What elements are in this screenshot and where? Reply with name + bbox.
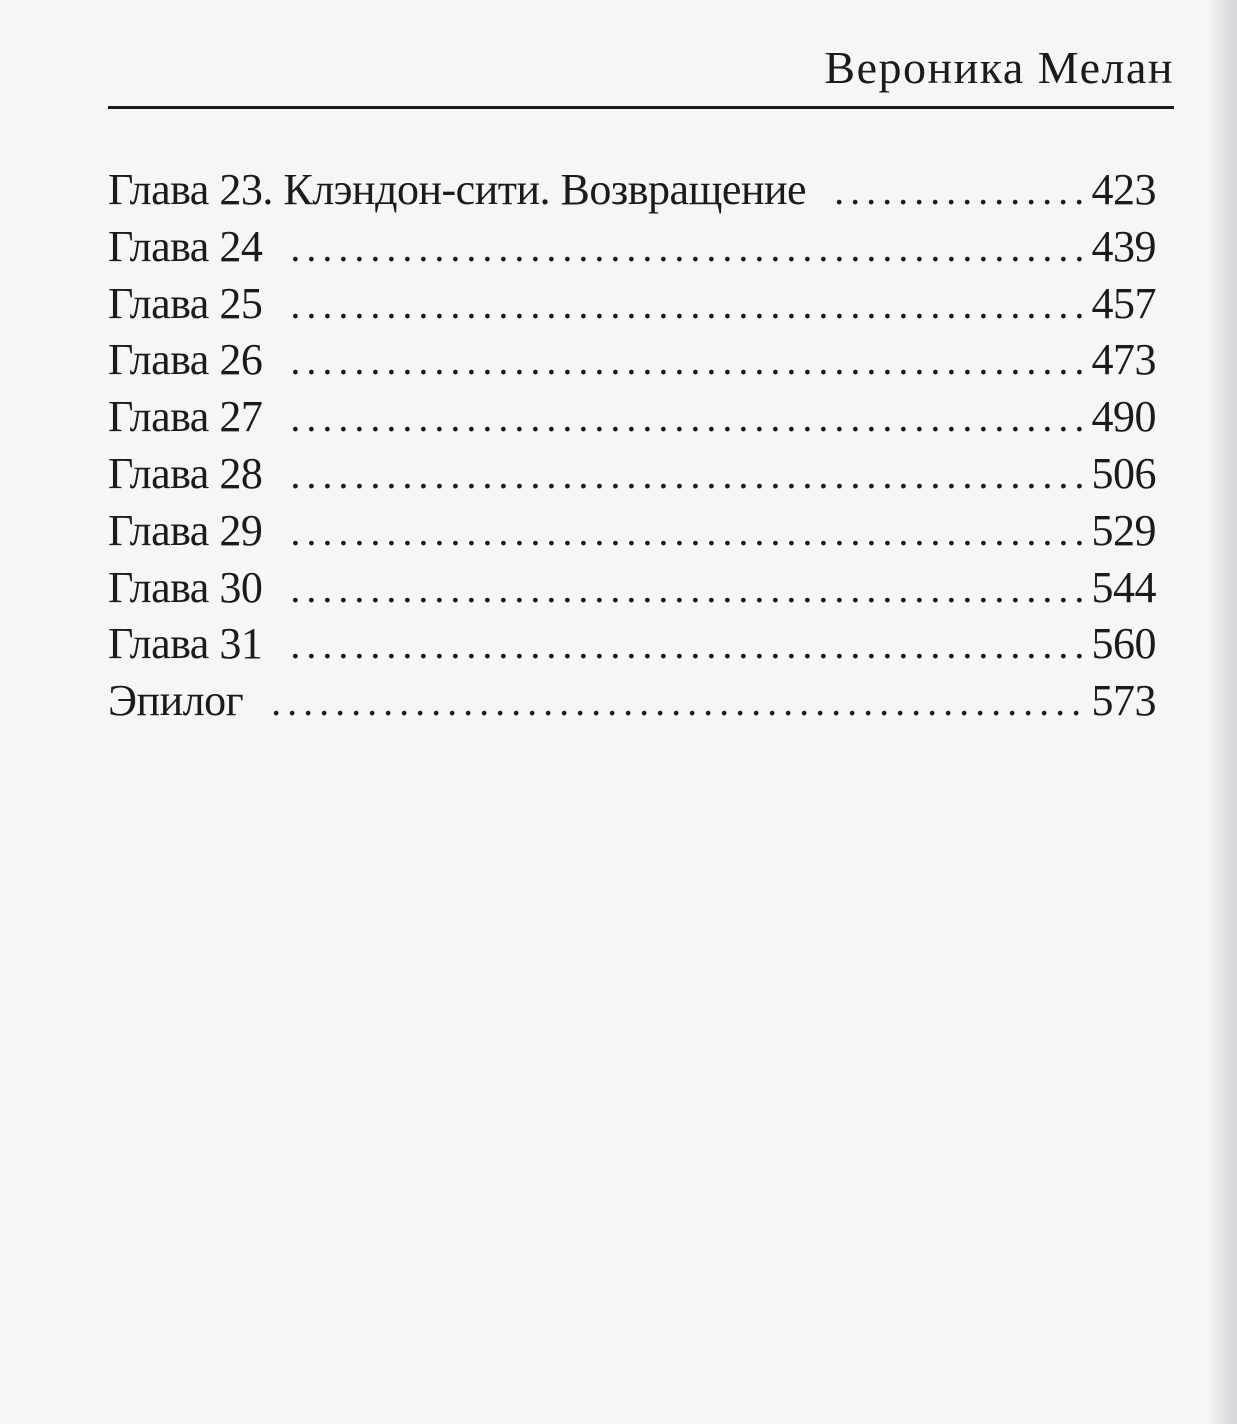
- toc-entry: [108, 332, 1156, 389]
- toc-entry: [108, 503, 1156, 560]
- toc-entry-page: 529: [1091, 505, 1156, 555]
- toc-entry-page: 573: [1091, 676, 1156, 726]
- toc-dot-leader: [834, 163, 1084, 219]
- toc-dot-leader: [290, 220, 1084, 276]
- toc-entry-title: Глава 30: [108, 562, 263, 612]
- toc-entry-page: 439: [1091, 221, 1156, 271]
- toc-dot-leader: [290, 447, 1084, 503]
- toc-entry-page: 457: [1091, 278, 1156, 328]
- toc-entry-title: Глава 28: [108, 448, 263, 498]
- toc-entry-page: 506: [1091, 448, 1156, 498]
- table-of-contents: [108, 162, 1156, 730]
- toc-entry-title: Глава 29: [108, 505, 263, 555]
- toc-dot-leader: [290, 333, 1084, 389]
- toc-entry-title: Глава 26: [108, 335, 263, 385]
- toc-entry: [108, 616, 1156, 673]
- toc-entry: [108, 219, 1156, 276]
- toc-entry-page: 423: [1091, 165, 1156, 214]
- toc-dot-leader: [290, 617, 1084, 673]
- toc-entry-title: Глава 24: [108, 221, 263, 271]
- toc-entry-title: Эпилог: [108, 676, 244, 726]
- toc-entry: [108, 276, 1156, 333]
- toc-entry: [108, 162, 1156, 219]
- toc-entry: [108, 446, 1156, 503]
- running-head-author: Вероника Мелан: [824, 42, 1174, 93]
- toc-dot-leader: [290, 504, 1084, 560]
- header-rule: [108, 106, 1174, 109]
- toc-entry-title: Глава 27: [108, 392, 263, 442]
- toc-entry: [108, 389, 1156, 446]
- toc-dot-leader: [271, 674, 1084, 730]
- toc-dot-leader: [290, 277, 1084, 333]
- toc-entry: [108, 673, 1156, 730]
- toc-entry: [108, 560, 1156, 617]
- toc-dot-leader: [290, 390, 1084, 446]
- toc-entry-page: 473: [1091, 335, 1156, 385]
- toc-entry-title: Глава 25: [108, 278, 263, 328]
- toc-dot-leader: [290, 561, 1084, 617]
- toc-entry-title: Глава 23. Клэндон-сити. Возвращение: [108, 165, 807, 214]
- page-edge-shadow: [1207, 0, 1237, 1424]
- toc-entry-page: 490: [1091, 392, 1156, 442]
- toc-entry-page: 544: [1091, 562, 1156, 612]
- toc-entry-title: Глава 31: [108, 619, 263, 669]
- toc-entry-page: 560: [1091, 619, 1156, 669]
